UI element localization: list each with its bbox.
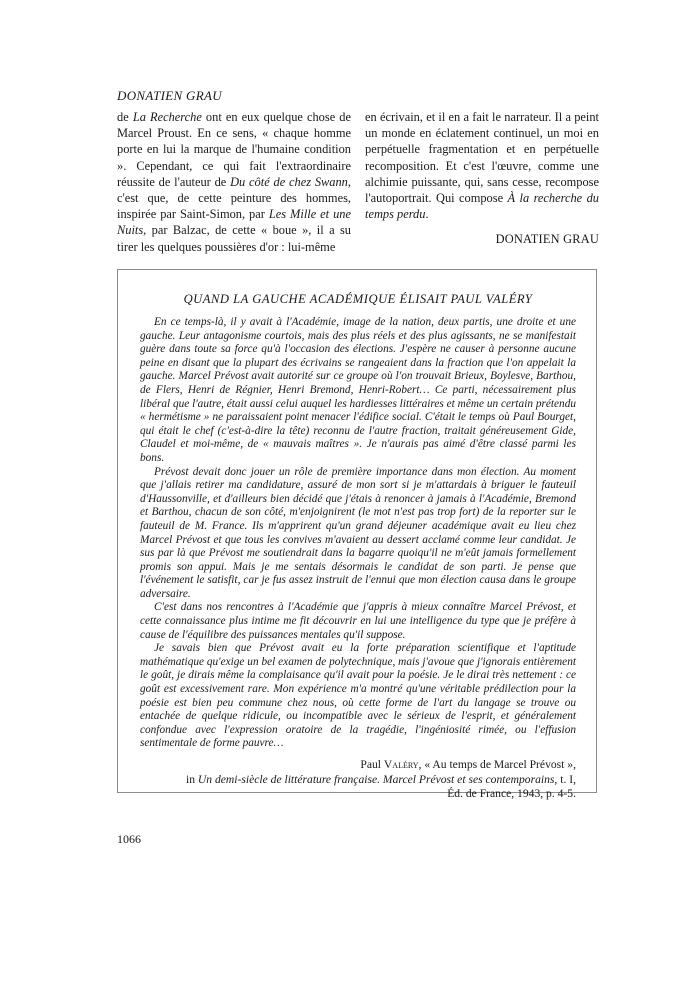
book-title: Les Mille et une Nuits: [117, 207, 351, 238]
quote-paragraph: En ce temps-là, il y avait à l'Académie, image de la nation, deux partis, une droite et une gauche. Leur antagonisme courtois, mais des plus réels et des plus agissants, ne se manifestait guère dans toute sa force qu'à l'occasion des élections. J'espère ne causer à personne aucune peine en disant que la plupart des écrivains se rangeaient dans la fraction que l'on appelait la gauche. Marcel Prévost avait autorité sur ce groupe où l'on trouvait Brieux, Boylesve, Barthou, de Flers, Henri de Régnier, Henri Bremond, Henri-Robert… Ce parti, nécessairement plus libéral que l'autre, était aussi celui auquel les hardiesses littéraires et même un certain prétendu « hermétisme » ne paraissaient point menacer l'édifice social. C'était le temps où Paul Bourget, qui était le chef (c'est-à-dire la tête) reconnu de l'autre fraction, traitait généreusement Gide, Claudel et moi-même, de « mauvais maîtres ». Je n'aurais pas aimé d'être classé parmi les bons.: [140, 316, 576, 464]
running-head: DONATIEN GRAU: [117, 88, 222, 103]
article-columns: [117, 109, 599, 255]
citation-in: in: [185, 772, 198, 786]
citation-book-title: Un demi-siècle de littérature française. Marcel Prévost et ses contemporains: [197, 772, 555, 786]
citation-author-first: Paul: [360, 758, 384, 771]
citation-line-3: Éd. de France, 1943, p. 4-5.: [447, 787, 576, 800]
quotation-text: [140, 316, 576, 751]
quote-paragraph: C'est dans nos rencontres à l'Académie que j'appris à mieux connaître Marcel Prévost, et cette connaissance plus intime me fit découvrir en lui une intelligence du type que je préfère à cause de l'équilibre des puissances mentales qu'il suppose.: [140, 601, 576, 641]
article-paragraph-right: [365, 109, 599, 222]
quote-paragraph: Prévost devait donc jouer un rôle de première importance dans mon élection. Au moment que j'allais retirer ma candidature, assuré de mon sort si je m'attardais à briguer le fauteuil d'Haussonville, et d'ailleurs bien décidé que j'étais à renoncer à jamais à l'Académie, Bremond et Barthou, chacun de son côté, m'enjoignirent (le mot n'est pas trop fort) de la reporter sur le fauteuil de M. France. Ils m'apprirent qu'un grand déjeuner académique avait eu lieu chez Marcel Prévost et que tous les convives m'avaient au dessert acclamé comme leur candidat. Je sus par là que Prévost me soutiendrait dans la bagarre quoiqu'il ne m'eût jamais formellement promis son appui. Mais je me sentais désormais le candidat de son parti. Je pense que l'événement le satisfit, car je fus assez instruit de l'ennui que mon élection causa dans le groupe adversaire.: [140, 465, 576, 600]
book-title: À la recherche du temps perdu: [365, 191, 599, 222]
book-title: Du côté de chez Swann: [230, 174, 348, 189]
article-column-left: [117, 109, 351, 255]
author-signature: DONATIEN GRAU: [495, 232, 599, 247]
quote-paragraph: Je savais bien que Prévost avait eu la forte préparation scientifique et l'aptitude mathématique qu'exige un bel examen de polytechnique, mais j'avoue que j'ignorais entièrement le goût, je dirais même la complaisance qu'il avait pour la poésie. Je le dirai très nettement : ce goût est excessivement rare. Mon expérience m'a montré qu'une véritable prédilection pour la poésie est bien peu commune chez nous, où cette forme de l'art du langage se trouve ou entachée de quelque ridicule, ou incompatible avec le sérieux de l'esprit, et généralement confondue avec l'expression oratoire de la tragédie, l'ingéniosité rimée, ou l'effusion sentimentale de forme pauvre…: [140, 642, 576, 750]
article-paragraph-left: [117, 109, 351, 255]
citation-line-1: [140, 758, 576, 773]
box-title: QUAND LA GAUCHE ACADÉMIQUE ÉLISAIT PAUL VALÉRY: [183, 292, 533, 306]
article-column-right: [365, 109, 599, 255]
book-title: La Recherche: [132, 110, 202, 124]
citation-volume: , t. I,: [554, 772, 576, 786]
quote-citation: [140, 758, 576, 802]
quotation-box: [117, 269, 597, 800]
text-run: , par Balzac, de cette « boue », il a su tirer les quelques poussières d'or : lui-même: [117, 223, 351, 254]
citation-author-last: Valéry: [383, 758, 419, 771]
text-run: ont en eux quelque chose de Marcel Proust. En ce sens, « chaque homme porte en lui la marque de l'humaine condition ». Cependant, ce qui fait l'extraordinaire réussite de l'auteur de: [117, 110, 351, 189]
text-run: .: [425, 207, 429, 222]
text-run: , c'est que, de cette peinture des hommes, inspirée par Saint-Simon, par: [117, 174, 351, 222]
text-run: en écrivain, et il en a fait le narrateur. Il a peint un monde en éclatement continuel, un moi en perpétuelle fragmentation et en perpétuelle recomposition. Et c'est l'œuvre, comme une alchimie puissante, qui, sans cesse, recompose l'autoportrait. Qui compose: [365, 110, 599, 206]
page-number: 1066: [117, 832, 141, 846]
citation-article-title: , « Au temps de Marcel Prévost »,: [418, 758, 576, 771]
text-run: de: [117, 110, 133, 124]
citation-line-2: [140, 773, 576, 788]
